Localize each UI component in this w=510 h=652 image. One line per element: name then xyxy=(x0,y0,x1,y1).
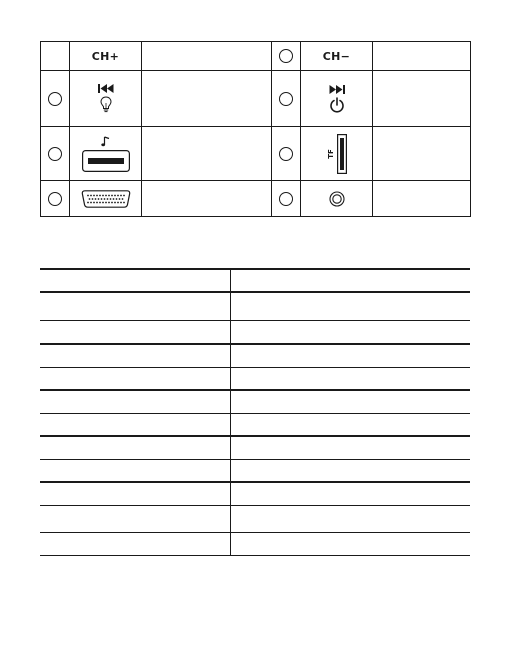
legend-icon-cell xyxy=(301,127,373,181)
table-cell-left xyxy=(40,368,231,389)
light-bulb-icon xyxy=(100,96,112,113)
table-row xyxy=(40,437,470,460)
legend-description-cell xyxy=(142,71,272,127)
number-circle xyxy=(48,92,62,106)
connector-port-icon xyxy=(81,190,131,208)
table-cell-left xyxy=(40,321,231,343)
table-row xyxy=(40,391,470,414)
table-cell-left xyxy=(40,506,231,532)
table-row xyxy=(40,506,470,533)
cell-text xyxy=(231,467,239,478)
number-circle xyxy=(48,147,62,161)
tf-card-slot-icon xyxy=(337,134,347,174)
cell-text xyxy=(231,513,239,524)
cell-text xyxy=(231,444,239,455)
table-cell-right xyxy=(231,483,470,505)
legend-number-cell xyxy=(272,71,301,127)
table-cell-right xyxy=(231,437,470,459)
cell-text xyxy=(231,540,239,551)
table-cell-right xyxy=(231,414,470,435)
number-circle xyxy=(279,192,293,206)
table-cell-right xyxy=(231,533,470,555)
legend-number-cell xyxy=(41,42,70,71)
legend-number-cell xyxy=(41,71,70,127)
legend-description-cell xyxy=(142,42,272,71)
table-cell-right xyxy=(231,321,470,343)
cell-text xyxy=(40,444,48,455)
number-circle xyxy=(279,49,293,63)
table-cell-right xyxy=(231,270,470,291)
table-cell-left xyxy=(40,345,231,367)
table-row xyxy=(40,414,470,437)
legend-description-cell xyxy=(373,127,471,181)
table-cell-left xyxy=(40,270,231,291)
table-cell-left xyxy=(40,483,231,505)
table-cell-left xyxy=(40,460,231,481)
legend-icon-cell xyxy=(70,71,142,127)
cell-text xyxy=(231,300,239,311)
table-row xyxy=(40,460,470,483)
channel-up-label: CH+ xyxy=(91,49,120,63)
table-row xyxy=(40,533,470,556)
table-cell-left xyxy=(40,437,231,459)
legend-icon-cell xyxy=(70,181,142,217)
audio-jack-icon xyxy=(329,191,345,207)
table-cell-right xyxy=(231,506,470,532)
cell-text xyxy=(40,490,48,501)
legend-icon-cell xyxy=(301,71,373,127)
table-row xyxy=(40,270,470,293)
cell-text xyxy=(231,421,239,432)
button-legend-grid xyxy=(40,41,471,217)
cell-text xyxy=(231,398,239,409)
table-cell-left xyxy=(40,533,231,555)
cell-text xyxy=(40,375,48,386)
number-circle xyxy=(48,192,62,206)
cell-text xyxy=(40,328,48,339)
music-note-icon xyxy=(101,136,111,147)
table-row xyxy=(40,368,470,391)
legend-icon-cell xyxy=(70,42,142,71)
usb-port-icon xyxy=(82,150,130,172)
legend-icon-cell xyxy=(70,127,142,181)
table-cell-right xyxy=(231,368,470,389)
table-cell-right xyxy=(231,345,470,367)
table-row xyxy=(40,321,470,345)
table-cell-left xyxy=(40,414,231,435)
legend-description-cell xyxy=(373,71,471,127)
legend-number-cell xyxy=(41,181,70,217)
table-cell-right xyxy=(231,460,470,481)
cell-text xyxy=(231,352,239,363)
legend-number-cell xyxy=(272,127,301,181)
legend-description-cell xyxy=(142,181,272,217)
cell-text xyxy=(231,490,239,501)
cell-text xyxy=(40,300,48,311)
legend-description-cell xyxy=(373,181,471,217)
table-cell-left xyxy=(40,293,231,320)
tf-label: TF xyxy=(326,148,335,159)
next-track-icon xyxy=(329,85,345,94)
table-row xyxy=(40,293,470,321)
table-cell-right xyxy=(231,293,470,320)
table-cell-right xyxy=(231,391,470,413)
cell-text xyxy=(40,421,48,432)
power-icon xyxy=(329,97,345,113)
cell-text xyxy=(40,352,48,363)
table-row xyxy=(40,345,470,368)
legend-icon-cell xyxy=(301,42,373,71)
previous-track-icon xyxy=(98,84,114,93)
legend-number-cell xyxy=(41,127,70,181)
cell-text xyxy=(231,375,239,386)
cell-text xyxy=(40,398,48,409)
table-row xyxy=(40,483,470,506)
cell-text xyxy=(40,513,48,524)
legend-icon-cell xyxy=(301,181,373,217)
table-cell-left xyxy=(40,391,231,413)
cell-text xyxy=(40,467,48,478)
cell-text xyxy=(231,277,239,288)
number-circle xyxy=(279,92,293,106)
specification-table xyxy=(40,268,470,556)
channel-down-label: CH− xyxy=(322,49,351,63)
legend-description-cell xyxy=(373,42,471,71)
cell-text xyxy=(40,277,48,288)
number-circle xyxy=(279,147,293,161)
cell-text xyxy=(40,540,48,551)
legend-description-cell xyxy=(142,127,272,181)
cell-text xyxy=(231,328,239,339)
legend-number-cell xyxy=(272,42,301,71)
legend-number-cell xyxy=(272,181,301,217)
